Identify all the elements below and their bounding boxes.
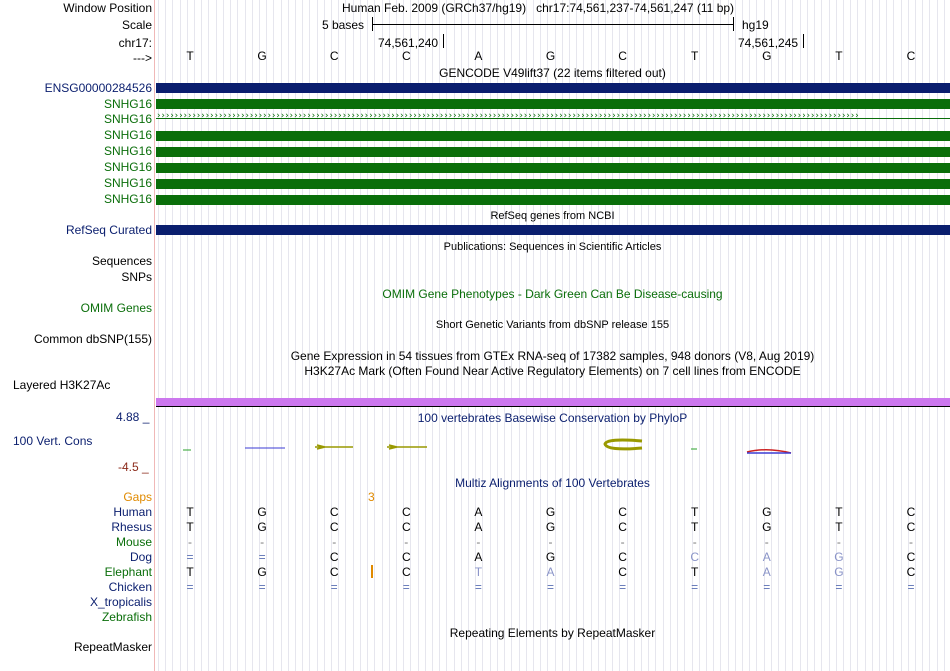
aligned-base: T	[186, 520, 194, 534]
position-tick-1-mark	[443, 34, 444, 48]
gap-count: 3	[368, 490, 375, 504]
snhg16-intron-line[interactable]	[156, 113, 950, 125]
snhg16-feature-bar[interactable]	[156, 99, 950, 109]
aligned-base: A	[474, 520, 483, 534]
scale-text: 5 bases	[322, 18, 365, 32]
gtex-track-title[interactable]: Gene Expression in 54 tissues from GTEx RNA-seq of 17382 samples, 948 donors (V8, Aug 2019)	[290, 349, 815, 363]
position-tick-1: 74,561,240	[378, 36, 439, 50]
aligned-base: C	[401, 565, 411, 579]
dbsnp-track-title[interactable]: Short Genetic Variants from dbSNP release 155	[435, 319, 670, 331]
h3k27ac-label[interactable]: Layered H3K27Ac	[13, 378, 111, 392]
dbsnp-label[interactable]: Common dbSNP(155)	[33, 332, 152, 346]
species-label-zebrafish[interactable]: Zebrafish	[101, 610, 152, 624]
aligned-base: C	[329, 550, 339, 564]
repeatmasker-track-title[interactable]: Repeating Elements by RepeatMasker	[449, 626, 656, 640]
aligned-base: G	[762, 505, 772, 519]
gencode-item-label[interactable]: ENSG00000284526	[44, 81, 152, 95]
label-separator	[154, 0, 155, 671]
aligned-base: A	[762, 565, 771, 579]
sequence-base: C	[401, 49, 411, 63]
aligned-base: C	[618, 505, 627, 519]
sequence-base: G	[545, 49, 556, 63]
aligned-base: =	[402, 580, 410, 594]
aligned-base: =	[691, 580, 699, 594]
species-label-x_tropicalis[interactable]: X_tropicalis	[89, 595, 152, 609]
sequence-base: G	[762, 49, 772, 63]
snhg16-label-3[interactable]: SNHG16	[103, 128, 152, 142]
snhg16-label-1[interactable]: SNHG16	[103, 97, 152, 111]
phylop-signal-plot[interactable]	[155, 430, 950, 460]
species-label-dog[interactable]: Dog	[129, 550, 152, 564]
chrom-label: chr17:	[118, 36, 152, 50]
elephant-insertion-mark	[371, 565, 373, 578]
aligned-base: =	[186, 550, 194, 564]
sequences-label[interactable]: Sequences	[91, 254, 152, 268]
aligned-base: C	[329, 565, 339, 579]
aligned-base: -	[620, 535, 625, 549]
aligned-base: =	[835, 580, 843, 594]
aligned-base: T	[186, 505, 194, 519]
aligned-base: =	[619, 580, 627, 594]
species-label-human[interactable]: Human	[113, 505, 152, 519]
aligned-base: C	[906, 505, 916, 519]
aligned-base: C	[906, 565, 916, 579]
aligned-base: G	[257, 520, 267, 534]
omim-track-title[interactable]: OMIM Gene Phenotypes - Dark Green Can Be Disease-causing	[382, 287, 723, 301]
phylop-track-title[interactable]: 100 vertebrates Basewise Conservation by PhyloP	[417, 411, 688, 425]
sequence-base: T	[835, 49, 843, 63]
phylop-max-label: 4.88 _	[116, 410, 150, 424]
snps-label[interactable]: SNPs	[121, 270, 152, 284]
gaps-label[interactable]: Gaps	[123, 490, 152, 504]
snhg16-label-2[interactable]: SNHG16	[103, 112, 152, 126]
aligned-base: =	[186, 580, 194, 594]
scale-bar	[372, 24, 734, 25]
aligned-base: T	[186, 565, 194, 579]
species-label-chicken[interactable]: Chicken	[108, 580, 152, 594]
aligned-base: -	[404, 535, 409, 549]
sequence-base: C	[329, 49, 339, 63]
position-tick-2: 74,561,245	[738, 36, 799, 50]
sequence-base: T	[691, 49, 699, 63]
aligned-base: A	[474, 550, 483, 564]
aligned-base: G	[762, 520, 772, 534]
snhg16-feature-bar[interactable]	[156, 147, 950, 157]
aligned-base: -	[188, 535, 192, 549]
aligned-base: C	[329, 505, 339, 519]
aligned-base: -	[836, 535, 841, 549]
aligned-base: -	[764, 535, 769, 549]
aligned-base: A	[762, 550, 771, 564]
aligned-base: =	[763, 580, 771, 594]
h3k27ac-signal-bar[interactable]	[156, 398, 950, 406]
publications-track-title[interactable]: Publications: Sequences in Scientific Articles	[443, 241, 662, 253]
species-label-mouse[interactable]: Mouse	[115, 535, 152, 549]
snhg16-label-6[interactable]: SNHG16	[103, 176, 152, 190]
window-position-label: Window Position	[63, 1, 152, 15]
aligned-base: G	[545, 505, 556, 519]
aligned-base: T	[691, 505, 699, 519]
sequence-base: C	[618, 49, 627, 63]
aligned-base: G	[257, 565, 267, 579]
aligned-base: -	[476, 535, 481, 549]
snhg16-label-7[interactable]: SNHG16	[103, 192, 152, 206]
refseq-curated-label[interactable]: RefSeq Curated	[65, 223, 152, 237]
aligned-base: C	[401, 520, 411, 534]
aligned-base: -	[548, 535, 553, 549]
aligned-base: =	[258, 550, 266, 564]
gencode-track-title[interactable]: GENCODE V49lift37 (22 items filtered out)	[439, 66, 666, 80]
aligned-base: G	[834, 565, 844, 579]
aligned-base: C	[690, 550, 700, 564]
scale-label: Scale	[121, 18, 152, 32]
h3k27ac-baseline	[156, 406, 950, 407]
strand-label: --->	[133, 51, 152, 65]
snhg16-feature-bar[interactable]	[156, 163, 950, 173]
snhg16-label-4[interactable]: SNHG16	[103, 144, 152, 158]
aligned-base: C	[618, 550, 627, 564]
scale-assembly: hg19	[742, 18, 769, 32]
aligned-base: T	[835, 520, 843, 534]
aligned-base: G	[545, 520, 556, 534]
aligned-base: C	[618, 565, 627, 579]
aligned-base: C	[401, 505, 411, 519]
aligned-base: -	[692, 535, 697, 549]
position-tick-2-mark	[803, 34, 804, 48]
aligned-base: T	[691, 565, 699, 579]
aligned-base: =	[474, 580, 482, 594]
refseq-track-title[interactable]: RefSeq genes from NCBI	[490, 210, 615, 222]
aligned-base: =	[907, 580, 915, 594]
aligned-base: G	[257, 505, 267, 519]
sequence-base: G	[257, 49, 267, 63]
aligned-base: -	[909, 535, 913, 549]
aligned-base: -	[332, 535, 337, 549]
sequence-base: T	[186, 49, 194, 63]
phylop-min-label: -4.5 _	[118, 460, 149, 474]
sequence-base: C	[906, 49, 916, 63]
repeatmasker-label[interactable]: RepeatMasker	[73, 640, 152, 654]
multiz-track-title[interactable]: Multiz Alignments of 100 Vertebrates	[455, 476, 650, 490]
snhg16-feature-bar[interactable]	[156, 195, 950, 205]
aligned-base: =	[258, 580, 266, 594]
aligned-base: C	[906, 520, 916, 534]
gencode-feature-bar[interactable]	[156, 83, 950, 93]
phylop-mark	[605, 440, 642, 449]
strand-chevrons: ›››››››››››››››››››››››››››››››››››››››››››››››››››››››››››››››››››››››››››››››››››››››››››››››››››››››››››››››››››››››››››››››››››››››››››››››››››››››››››››››	[156, 113, 859, 121]
aligned-base: G	[834, 550, 844, 564]
phylop-mark	[315, 445, 353, 449]
aligned-base: C	[329, 520, 339, 534]
species-label-elephant[interactable]: Elephant	[104, 565, 152, 579]
aligned-base: A	[474, 505, 483, 519]
omim-genes-label[interactable]: OMIM Genes	[80, 301, 152, 315]
phylop-mark	[387, 445, 427, 449]
aligned-base: =	[330, 580, 338, 594]
aligned-base: A	[546, 565, 555, 579]
aligned-base: -	[260, 535, 265, 549]
phylop-label[interactable]: 100 Vert. Cons	[13, 434, 93, 448]
snhg16-feature-bar[interactable]	[156, 131, 950, 141]
aligned-base: =	[546, 580, 554, 594]
h3k27ac-track-title[interactable]: H3K27Ac Mark (Often Found Near Active Regulatory Elements) on 7 cell lines from ENCODE	[304, 364, 801, 378]
sequence-base: A	[474, 49, 483, 63]
scale-bar-right-cap	[733, 17, 734, 31]
aligned-base: T	[835, 505, 843, 519]
scale-bar-left-cap	[372, 17, 373, 31]
snhg16-label-5[interactable]: SNHG16	[103, 160, 152, 174]
refseq-feature-bar[interactable]	[156, 225, 950, 235]
aligned-base: T	[474, 565, 483, 579]
aligned-base: C	[618, 520, 627, 534]
aligned-base: G	[545, 550, 556, 564]
aligned-base: T	[691, 520, 699, 534]
window-position-value: Human Feb. 2009 (GRCh37/hg19) chr17:74,561,237-74,561,247 (11 bp)	[342, 1, 735, 15]
aligned-base: C	[401, 550, 411, 564]
snhg16-feature-bar[interactable]	[156, 179, 950, 189]
species-label-rhesus[interactable]: Rhesus	[111, 520, 152, 534]
aligned-base: C	[906, 550, 916, 564]
